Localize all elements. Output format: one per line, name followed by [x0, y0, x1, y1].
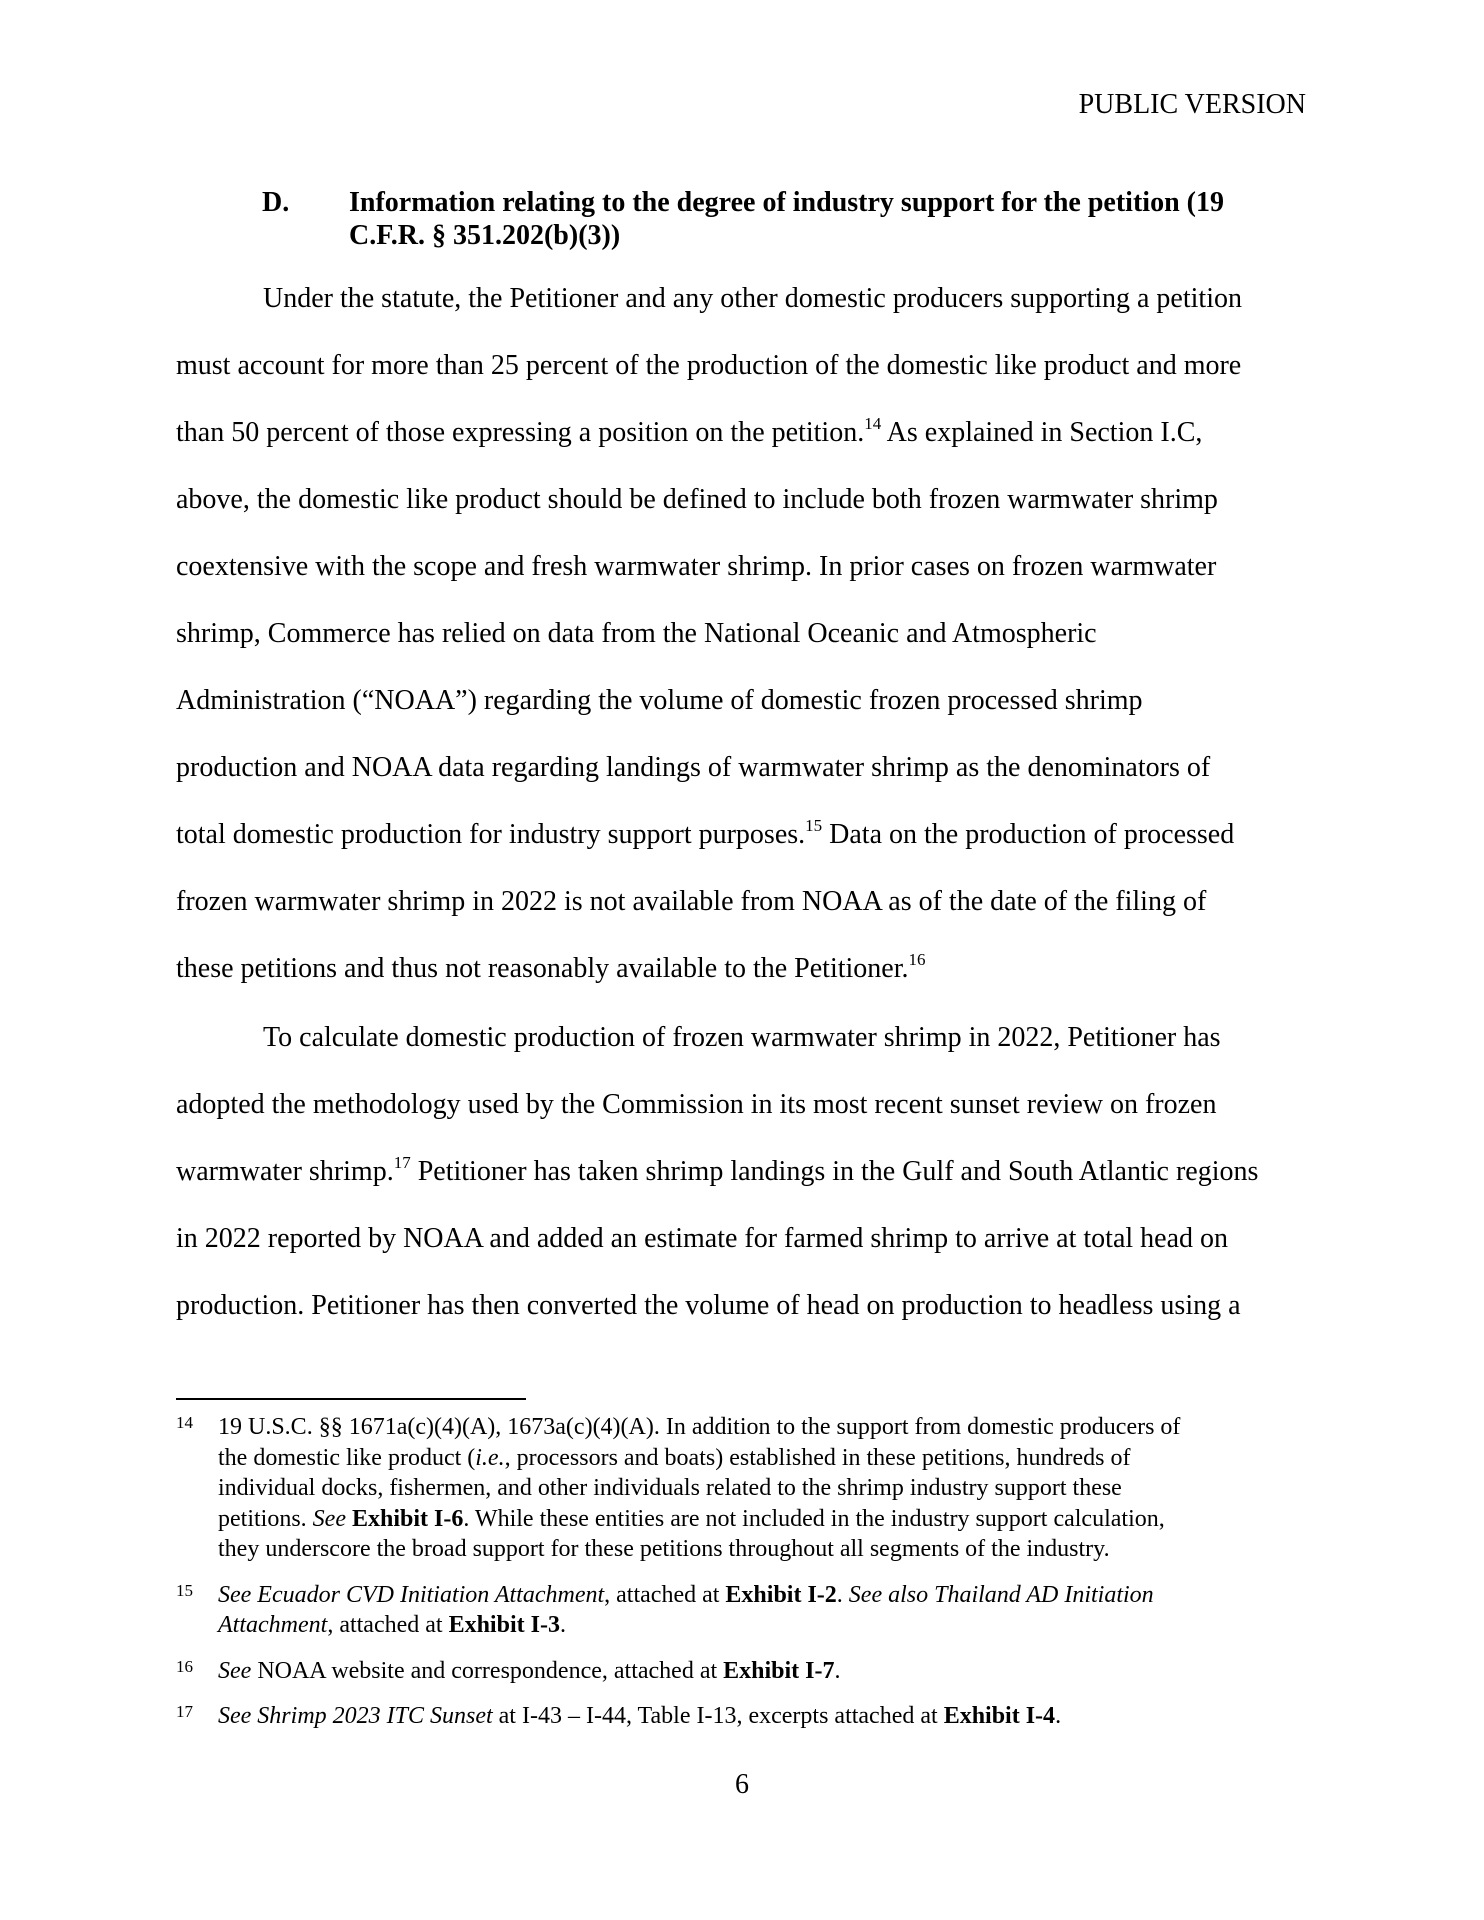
- footnote-14: [176, 1412, 1316, 1565]
- paragraph-methodology: [176, 1004, 1316, 1339]
- exhibit-reference: Exhibit I-3: [448, 1612, 560, 1638]
- text-run: , attached at: [327, 1612, 449, 1638]
- text-run: these petitions and thus not reasonably available to the Petitioner.: [176, 953, 909, 984]
- paragraph-industry-support: [176, 265, 1316, 1002]
- paragraph-line: shrimp, Commerce has relied on data from the National Oceanic and Atmospheric: [176, 618, 1097, 649]
- footnote-body: [218, 1412, 1316, 1565]
- paragraph-line: Under the statute, the Petitioner and any other domestic producers supporting a petition: [263, 283, 1242, 314]
- footnote-body: [218, 1656, 1316, 1687]
- paragraph-line: production and NOAA data regarding landings of warmwater shrimp as the denominators of: [176, 752, 1211, 783]
- footnote-ref-14[interactable]: 14: [864, 413, 882, 433]
- footnote-line: [218, 1443, 1316, 1474]
- text-run: .: [836, 1581, 849, 1608]
- footnote-separator: [176, 1398, 526, 1400]
- footnote-number: 15: [176, 1580, 193, 1600]
- section-title: Information relating to the degree of industry support for the petition (19 C.F.R. § 351.202(b)(3)): [349, 187, 1224, 251]
- paragraph-line: frozen warmwater shrimp in 2022 is not available from NOAA as of the date of the filing of: [176, 886, 1207, 917]
- text-run: , attached at: [604, 1581, 726, 1608]
- footnote-line: [218, 1701, 1316, 1732]
- italic-text: See Ecuador CVD Initiation Attachment: [218, 1581, 605, 1608]
- text-run: .: [1055, 1703, 1062, 1729]
- footnote-line: [218, 1610, 1316, 1641]
- exhibit-reference: Exhibit I-2: [725, 1581, 837, 1608]
- italic-text: See: [218, 1657, 252, 1684]
- text-run: total domestic production for industry support purposes.: [176, 819, 806, 850]
- text-run: Petitioner has taken shrimp landings in the Gulf and South Atlantic regions: [410, 1156, 1259, 1187]
- text-run: .: [559, 1612, 566, 1638]
- paragraph-line: production. Petitioner has then converted the volume of head on production to headless using a: [176, 1290, 1241, 1321]
- footnotes: [176, 1412, 1316, 1747]
- footnote-ref-16[interactable]: 16: [908, 949, 926, 969]
- paragraph-line: above, the domestic like product should be defined to include both frozen warmwater shrimp: [176, 484, 1218, 515]
- section-letter: D.: [262, 187, 290, 218]
- footnote-ref-17[interactable]: 17: [393, 1152, 411, 1172]
- paragraph-line: must account for more than 25 percent of the production of the domestic like product and more: [176, 350, 1242, 381]
- footnote-15: [176, 1580, 1316, 1641]
- text-run: petitions.: [218, 1505, 313, 1532]
- text-run: the domestic like product (: [218, 1444, 476, 1471]
- italic-text: See also Thailand AD Initiation: [848, 1581, 1154, 1608]
- text-run: NOAA website and correspondence, attached at: [251, 1657, 724, 1684]
- text-run: than 50 percent of those expressing a position on the petition.: [176, 417, 865, 448]
- public-version-header: PUBLIC VERSION: [1078, 89, 1306, 120]
- text-run: Data on the production of processed: [822, 819, 1235, 850]
- footnote-16: [176, 1656, 1316, 1687]
- footnote-line: individual docks, fishermen, and other individuals related to the shrimp industry support these: [218, 1475, 1122, 1501]
- footnote-line: [218, 1504, 1316, 1535]
- text-run: As explained in Section I.C,: [881, 417, 1203, 448]
- exhibit-reference: Exhibit I-4: [943, 1703, 1056, 1729]
- footnote-ref-15[interactable]: 15: [805, 815, 823, 835]
- footnote-17: [176, 1701, 1316, 1732]
- exhibit-reference: Exhibit I-7: [723, 1657, 835, 1684]
- footnote-number: 17: [176, 1702, 193, 1721]
- footnote-line: 19 U.S.C. §§ 1671a(c)(4)(A), 1673a(c)(4)(A). In addition to the support from domestic producers of: [218, 1414, 1181, 1440]
- paragraph-line: [176, 399, 1316, 466]
- paragraph-line: adopted the methodology used by the Commission in its most recent sunset review on frozen: [176, 1089, 1217, 1120]
- exhibit-reference: Exhibit I-6: [351, 1505, 464, 1532]
- paragraph-line: in 2022 reported by NOAA and added an estimate for farmed shrimp to arrive at total head on: [176, 1223, 1229, 1254]
- footnote-body: [218, 1701, 1316, 1732]
- paragraph-line: [176, 801, 1316, 868]
- text-run: .: [834, 1657, 841, 1684]
- paragraph-line: [176, 1138, 1316, 1205]
- italic-text: Attachment: [218, 1612, 328, 1638]
- paragraph-line: Administration (“NOAA”) regarding the volume of domestic frozen processed shrimp: [176, 685, 1143, 716]
- text-run: , processors and boats) established in these petitions, hundreds of: [504, 1444, 1131, 1471]
- page-number: 6: [735, 1769, 749, 1800]
- footnote-line: [218, 1656, 1316, 1687]
- footnote-line: [218, 1580, 1316, 1611]
- italic-text: See Shrimp 2023 ITC Sunset: [218, 1703, 493, 1729]
- footnote-number: 16: [176, 1656, 193, 1676]
- paragraph-line: To calculate domestic production of frozen warmwater shrimp in 2022, Petitioner has: [263, 1022, 1221, 1053]
- paragraph-line: coextensive with the scope and fresh warmwater shrimp. In prior cases on frozen warmwater: [176, 551, 1217, 582]
- italic-text: i.e.: [475, 1444, 505, 1471]
- text-run: at I-43 – I-44, Table I-13, excerpts attached at: [492, 1703, 944, 1729]
- italic-text: See: [312, 1505, 346, 1532]
- paragraph-line: [176, 935, 1316, 1002]
- text-run: warmwater shrimp.: [176, 1156, 394, 1187]
- footnote-line: they underscore the broad support for these petitions throughout all segments of the industry.: [218, 1536, 1110, 1562]
- footnote-body: [218, 1580, 1316, 1641]
- footnote-number: 14: [176, 1413, 193, 1432]
- text-run: . While these entities are not included in the industry support calculation,: [463, 1505, 1165, 1532]
